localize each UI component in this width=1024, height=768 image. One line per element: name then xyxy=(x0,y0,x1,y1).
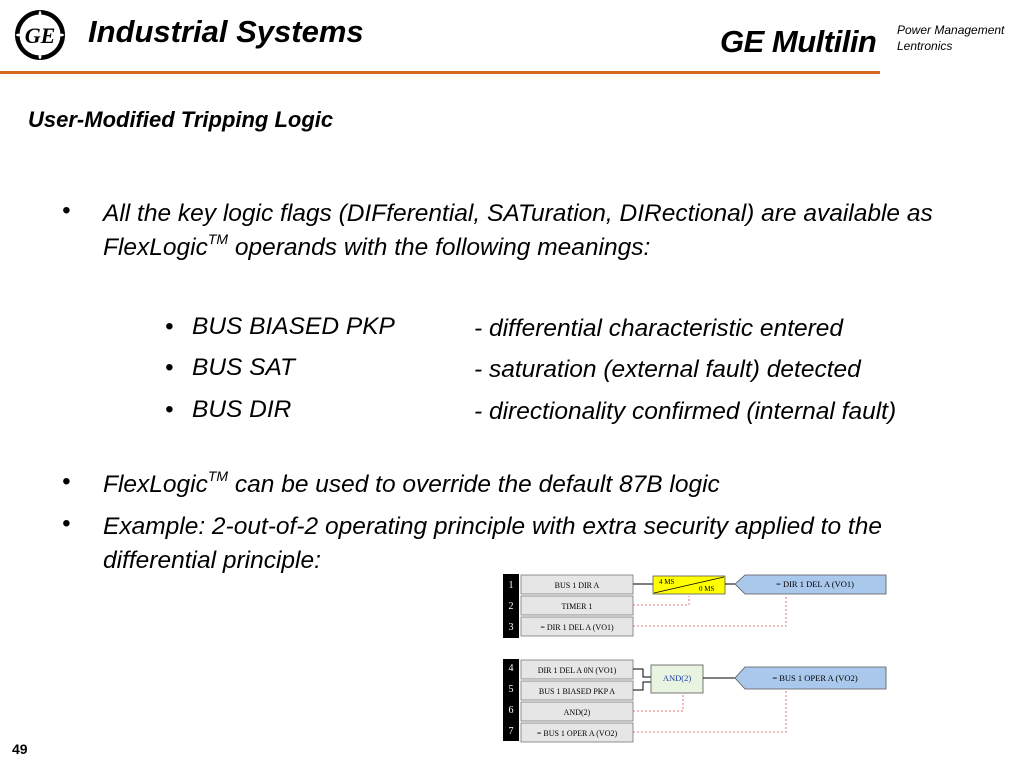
connector-line xyxy=(633,682,651,690)
brand-sub-line-2: Lentronics xyxy=(897,39,953,53)
dashed-link xyxy=(633,690,786,732)
ge-logo xyxy=(14,9,66,61)
ge-logo-text: GE xyxy=(24,23,56,48)
sub-bullet-marker: • xyxy=(165,396,174,423)
row-number: 2 xyxy=(508,601,514,612)
and-gate-label: AND(2) xyxy=(662,673,692,683)
connector-line xyxy=(633,669,651,677)
row-number: 4 xyxy=(508,663,514,674)
dashed-link xyxy=(633,596,689,605)
brand-name: GE Multilin xyxy=(720,24,877,59)
operand-label: TIMER 1 xyxy=(561,602,593,611)
bullet-2-text xyxy=(103,468,720,502)
bullet-marker: • xyxy=(62,468,71,495)
dashed-link xyxy=(633,596,786,626)
output-2-label: = BUS 1 OPER A (VO2) xyxy=(772,673,858,683)
row-number: 5 xyxy=(508,684,514,695)
dashed-link xyxy=(633,694,683,711)
row-number: 1 xyxy=(508,580,514,591)
bullet-marker: • xyxy=(62,197,71,224)
sub-item-name: BUS DIR xyxy=(192,396,292,423)
header-title: Industrial Systems xyxy=(88,14,364,49)
operand-label: AND(2) xyxy=(563,708,591,717)
sub-item-name: BUS SAT xyxy=(192,354,296,381)
timer-dropout: 0 MS xyxy=(699,585,715,593)
operand-label: = DIR 1 DEL A (VO1) xyxy=(540,623,614,632)
bullet-3-text: Example: 2-out-of-2 operating principle with extra security applied to the differential principle: xyxy=(103,513,882,574)
operand-label: DIR 1 DEL A 0N (VO1) xyxy=(537,666,617,675)
header-divider xyxy=(0,71,880,74)
bullet-1-pre: All the key logic flags (DIFferential, SATuration, DIRectional) are available as FlexLogic xyxy=(103,200,933,261)
sub-item-name: BUS BIASED PKP xyxy=(192,313,395,340)
bullet-1-text xyxy=(103,197,943,265)
bullet-1-post: operands with the following meanings: xyxy=(228,234,651,261)
page-number: 49 xyxy=(12,741,28,757)
operand-label: BUS 1 DIR A xyxy=(554,581,600,590)
bullet-2-pre: FlexLogic xyxy=(103,471,208,498)
row-number: 7 xyxy=(508,726,514,737)
timer-pickup: 4 MS xyxy=(659,578,675,586)
sub-item-desc: - saturation (external fault) detected xyxy=(474,356,861,383)
sub-item-desc: - differential characteristic entered xyxy=(474,315,844,342)
operand-label: BUS 1 BIASED PKP A xyxy=(538,687,616,696)
operand-label: = BUS 1 OPER A (VO2) xyxy=(536,729,618,738)
slide-subtitle: User-Modified Tripping Logic xyxy=(28,107,334,132)
row-number: 6 xyxy=(508,705,514,716)
bullet-marker: • xyxy=(62,510,71,537)
bullet-2-post: can be used to override the default 87B logic xyxy=(228,471,720,498)
flexlogic-diagram xyxy=(503,574,903,764)
output-1-label: = DIR 1 DEL A (VO1) xyxy=(776,579,854,589)
trademark-sup: TM xyxy=(207,230,229,247)
sub-item-desc: - directionality confirmed (internal fault) xyxy=(474,398,897,425)
trademark-sup: TM xyxy=(207,467,229,484)
row-number: 3 xyxy=(508,622,514,633)
sub-bullet-marker: • xyxy=(165,354,174,381)
sub-bullet-marker: • xyxy=(165,313,174,340)
brand-sub-line-1: Power Management xyxy=(897,23,1005,37)
